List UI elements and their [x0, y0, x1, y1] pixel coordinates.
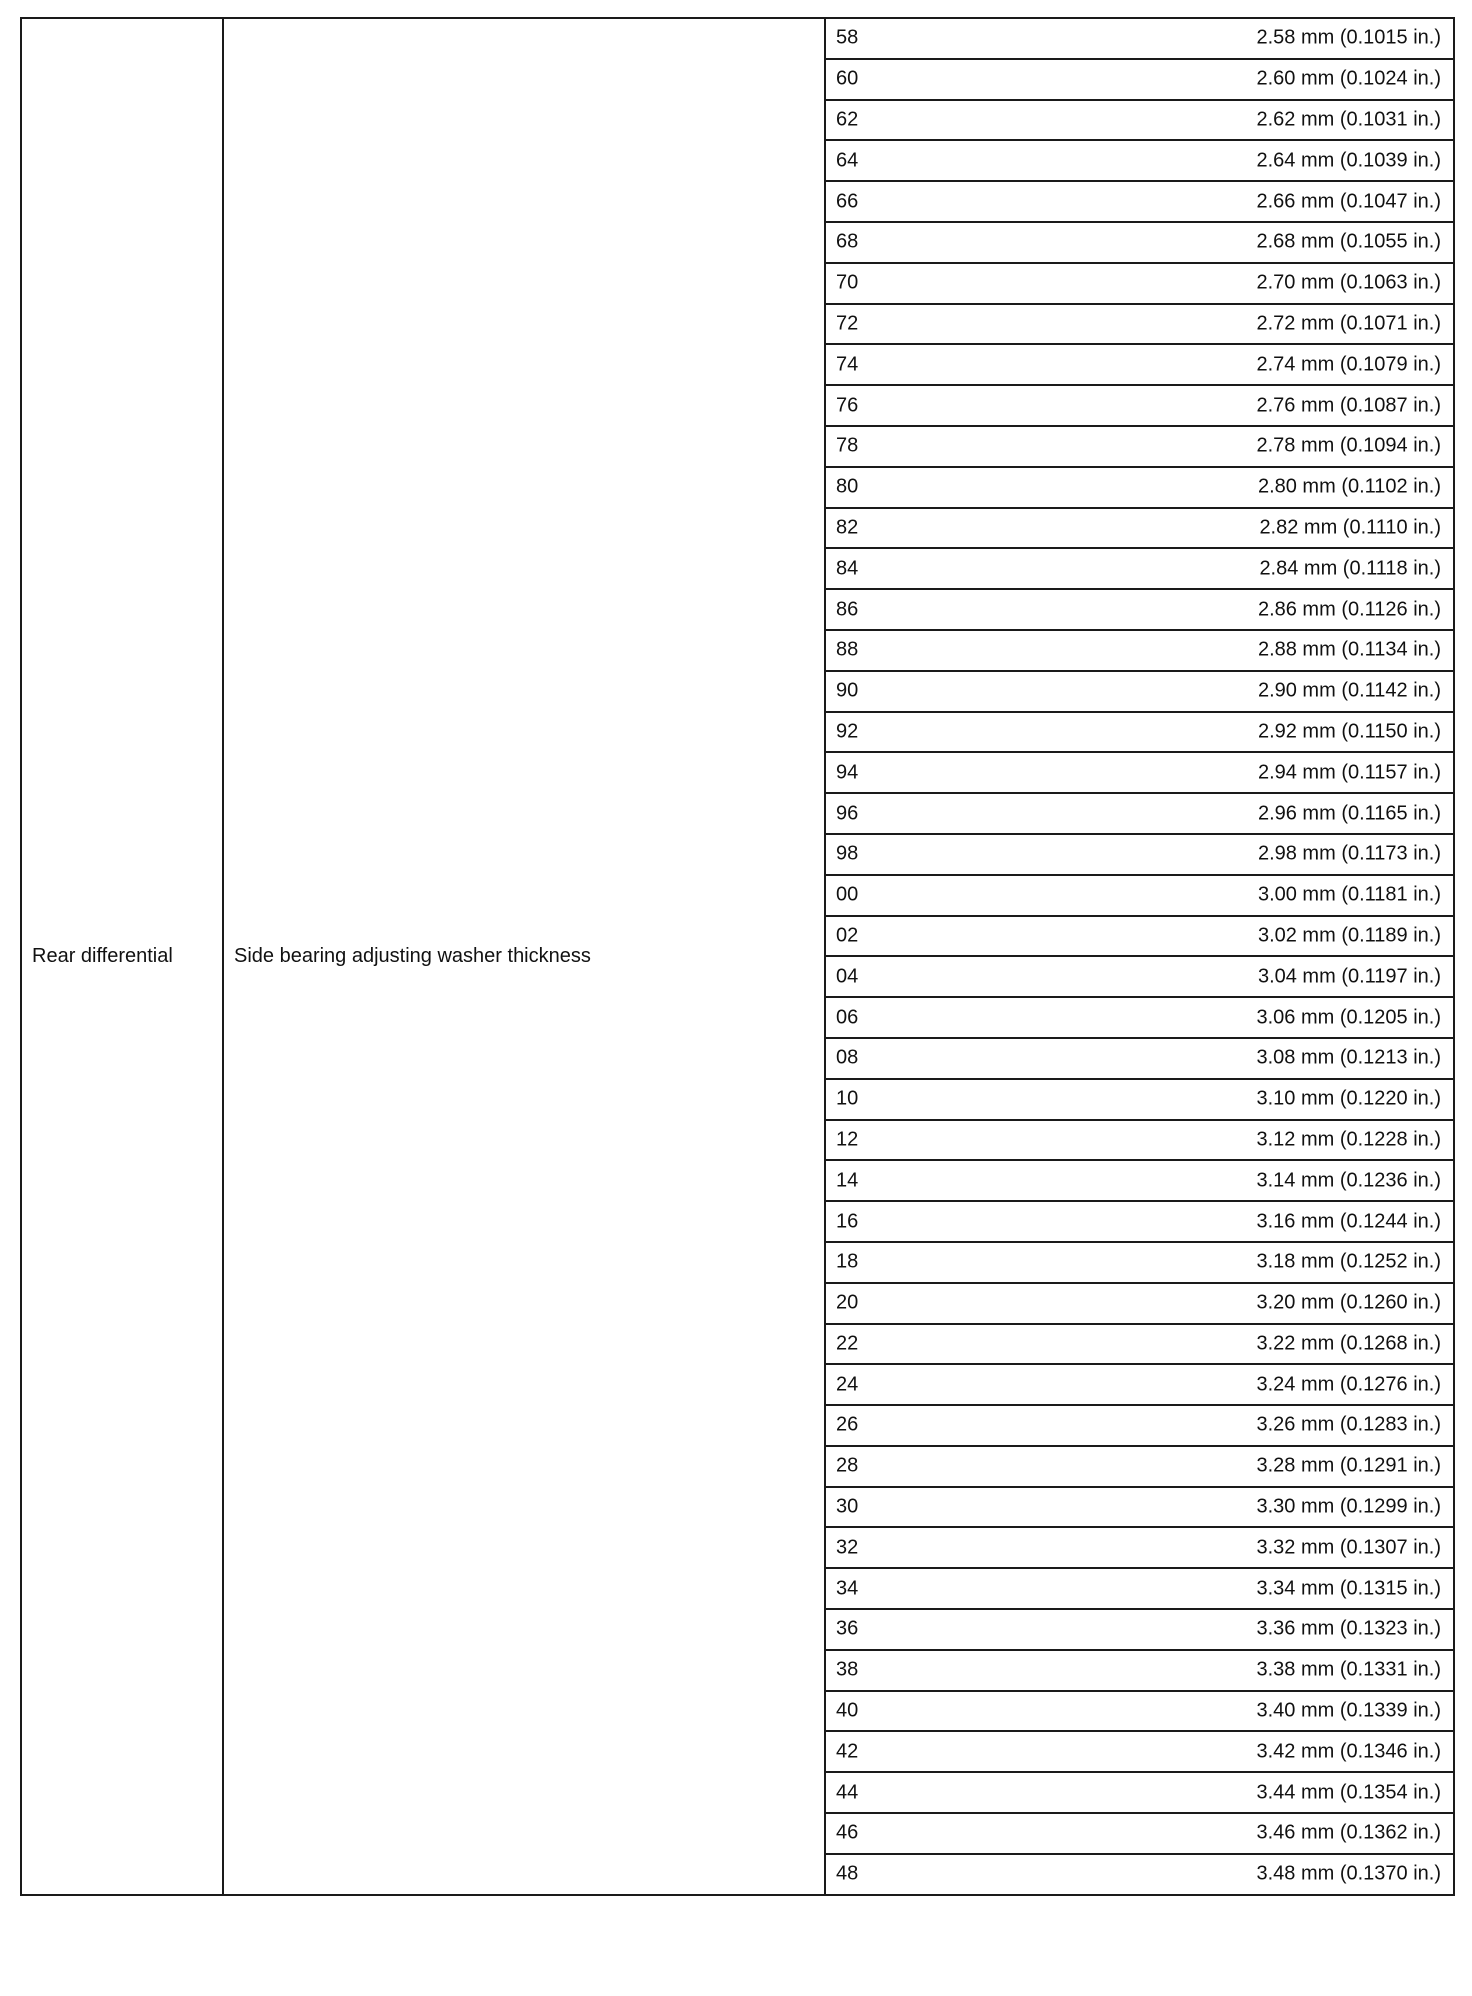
washer-thickness: 2.92 mm (0.1150 in.): [1257, 720, 1441, 743]
value-cell: [825, 793, 1454, 834]
value-cell: [825, 1650, 1454, 1691]
washer-mark: 20: [836, 1291, 859, 1314]
washer-mark: 64: [836, 149, 859, 172]
washer-thickness: 3.46 mm (0.1362 in.): [1256, 1821, 1441, 1844]
washer-mark: 06: [836, 1006, 859, 1029]
washer-thickness: 3.20 mm (0.1260 in.): [1256, 1291, 1441, 1314]
item-cell: Rear differential: [21, 18, 223, 1895]
washer-mark: 92: [836, 720, 859, 743]
value-cell: [825, 18, 1454, 59]
washer-mark: 88: [836, 638, 859, 661]
washer-thickness: 3.34 mm (0.1315 in.): [1256, 1577, 1441, 1600]
washer-mark: 10: [836, 1087, 859, 1110]
washer-mark: 68: [836, 230, 859, 253]
washer-thickness: 2.62 mm (0.1031 in.): [1256, 108, 1441, 131]
washer-mark: 78: [836, 434, 859, 457]
value-cell: [825, 263, 1454, 304]
value-cell: [825, 1242, 1454, 1283]
value-cell: [825, 1120, 1454, 1161]
value-cell: [825, 385, 1454, 426]
washer-mark: 02: [836, 924, 859, 947]
washer-thickness: 2.88 mm (0.1134 in.): [1257, 638, 1441, 661]
washer-mark: 00: [836, 883, 859, 906]
value-cell: [825, 671, 1454, 712]
value-cell: [825, 1405, 1454, 1446]
washer-mark: 60: [836, 67, 859, 90]
value-cell: [825, 304, 1454, 345]
value-cell: [825, 1854, 1454, 1895]
washer-mark: 94: [836, 761, 859, 784]
value-cell: [825, 344, 1454, 385]
washer-mark: 32: [836, 1536, 859, 1559]
washer-mark: 46: [836, 1821, 859, 1844]
value-cell: [825, 589, 1454, 630]
washer-mark: 34: [836, 1577, 859, 1600]
washer-thickness: 3.48 mm (0.1370 in.): [1256, 1862, 1441, 1885]
washer-mark: 76: [836, 394, 859, 417]
washer-thickness: 3.26 mm (0.1283 in.): [1256, 1413, 1441, 1436]
washer-thickness: 3.14 mm (0.1236 in.): [1256, 1169, 1441, 1192]
washer-thickness: 2.80 mm (0.1102 in.): [1257, 475, 1441, 498]
spec-table-body: [21, 18, 1454, 1895]
washer-thickness: 3.02 mm (0.1189 in.): [1257, 924, 1441, 947]
washer-thickness: 2.90 mm (0.1142 in.): [1257, 679, 1441, 702]
value-cell: [825, 508, 1454, 549]
value-cell: [825, 426, 1454, 467]
washer-mark: 80: [836, 475, 859, 498]
washer-mark: 84: [836, 557, 859, 580]
washer-mark: 40: [836, 1699, 859, 1722]
spec-table: [20, 17, 1455, 1896]
value-cell: [825, 1691, 1454, 1732]
value-cell: [825, 834, 1454, 875]
value-cell: [825, 997, 1454, 1038]
washer-thickness: 3.06 mm (0.1205 in.): [1256, 1006, 1441, 1029]
value-cell: [825, 100, 1454, 141]
washer-thickness: 2.96 mm (0.1165 in.): [1257, 802, 1441, 825]
washer-mark: 48: [836, 1862, 859, 1885]
washer-thickness: 2.76 mm (0.1087 in.): [1256, 394, 1441, 417]
washer-thickness: 2.82 mm (0.1110 in.): [1259, 516, 1441, 539]
washer-mark: 62: [836, 108, 859, 131]
value-cell: [825, 1813, 1454, 1854]
value-cell: [825, 1487, 1454, 1528]
washer-thickness: 2.68 mm (0.1055 in.): [1256, 230, 1441, 253]
washer-thickness: 3.36 mm (0.1323 in.): [1256, 1617, 1441, 1640]
value-cell: [825, 1364, 1454, 1405]
value-cell: [825, 140, 1454, 181]
washer-thickness: 2.94 mm (0.1157 in.): [1257, 761, 1441, 784]
value-cell: [825, 1731, 1454, 1772]
washer-thickness: 2.60 mm (0.1024 in.): [1256, 67, 1441, 90]
washer-thickness: 3.22 mm (0.1268 in.): [1256, 1332, 1441, 1355]
washer-thickness: 3.04 mm (0.1197 in.): [1257, 965, 1441, 988]
table-row: [21, 18, 1454, 59]
value-cell: [825, 712, 1454, 753]
washer-mark: 38: [836, 1658, 859, 1681]
washer-mark: 86: [836, 598, 859, 621]
washer-mark: 58: [836, 26, 859, 49]
value-cell: [825, 1324, 1454, 1365]
washer-mark: 98: [836, 842, 859, 865]
washer-thickness: 3.40 mm (0.1339 in.): [1256, 1699, 1441, 1722]
washer-thickness: 2.64 mm (0.1039 in.): [1256, 149, 1441, 172]
washer-mark: 24: [836, 1373, 859, 1396]
washer-mark: 18: [836, 1250, 859, 1273]
washer-mark: 66: [836, 190, 859, 213]
washer-thickness: 3.10 mm (0.1220 in.): [1256, 1087, 1441, 1110]
value-cell: [825, 467, 1454, 508]
value-cell: [825, 1568, 1454, 1609]
value-cell: [825, 222, 1454, 263]
washer-thickness: 2.84 mm (0.1118 in.): [1259, 557, 1441, 580]
washer-mark: 72: [836, 312, 859, 335]
washer-thickness: 3.44 mm (0.1354 in.): [1256, 1781, 1441, 1804]
washer-thickness: 3.32 mm (0.1307 in.): [1256, 1536, 1441, 1559]
washer-thickness: 2.72 mm (0.1071 in.): [1256, 312, 1441, 335]
washer-thickness: 3.24 mm (0.1276 in.): [1256, 1373, 1441, 1396]
value-cell: [825, 630, 1454, 671]
washer-mark: 70: [836, 271, 859, 294]
washer-mark: 90: [836, 679, 859, 702]
value-cell: [825, 1609, 1454, 1650]
value-cell: [825, 1527, 1454, 1568]
washer-thickness: 2.78 mm (0.1094 in.): [1256, 434, 1441, 457]
washer-mark: 44: [836, 1781, 859, 1804]
washer-mark: 30: [836, 1495, 859, 1518]
washer-mark: 36: [836, 1617, 859, 1640]
washer-mark: 82: [836, 516, 859, 539]
washer-thickness: 2.74 mm (0.1079 in.): [1256, 353, 1441, 376]
washer-mark: 12: [836, 1128, 859, 1151]
washer-thickness: 2.86 mm (0.1126 in.): [1257, 598, 1441, 621]
washer-mark: 42: [836, 1740, 859, 1763]
washer-thickness: 3.30 mm (0.1299 in.): [1256, 1495, 1441, 1518]
washer-thickness: 3.00 mm (0.1181 in.): [1257, 883, 1441, 906]
washer-thickness: 3.16 mm (0.1244 in.): [1256, 1210, 1441, 1232]
washer-thickness: 3.18 mm (0.1252 in.): [1256, 1250, 1441, 1273]
value-cell: [825, 181, 1454, 222]
washer-mark: 22: [836, 1332, 859, 1355]
washer-mark: 14: [836, 1169, 859, 1192]
washer-thickness: 3.12 mm (0.1228 in.): [1256, 1128, 1441, 1151]
washer-mark: 26: [836, 1413, 859, 1436]
washer-mark: 96: [836, 802, 859, 825]
washer-thickness: 2.58 mm (0.1015 in.): [1256, 26, 1441, 49]
value-cell: [825, 1283, 1454, 1324]
washer-thickness: 3.08 mm (0.1213 in.): [1256, 1046, 1441, 1069]
washer-mark: 08: [836, 1046, 859, 1069]
value-cell: [825, 916, 1454, 957]
value-cell: [825, 956, 1454, 997]
washer-thickness: 2.66 mm (0.1047 in.): [1256, 190, 1441, 213]
description-cell: Side bearing adjusting washer thickness: [223, 18, 825, 1895]
washer-mark: 16: [836, 1210, 859, 1232]
washer-thickness: 2.70 mm (0.1063 in.): [1256, 271, 1441, 294]
washer-thickness: 3.38 mm (0.1331 in.): [1256, 1658, 1441, 1681]
value-cell: [825, 1038, 1454, 1079]
value-cell: [825, 1079, 1454, 1120]
value-cell: [825, 875, 1454, 916]
value-cell: [825, 1160, 1454, 1201]
value-cell: [825, 752, 1454, 793]
washer-mark: 74: [836, 353, 859, 376]
washer-mark: 28: [836, 1454, 859, 1477]
value-cell: [825, 59, 1454, 100]
value-cell: [825, 1201, 1454, 1242]
value-cell: [825, 548, 1454, 589]
washer-thickness: 2.98 mm (0.1173 in.): [1257, 842, 1441, 865]
washer-mark: 04: [836, 965, 859, 988]
washer-thickness: 3.28 mm (0.1291 in.): [1256, 1454, 1441, 1477]
value-cell: [825, 1446, 1454, 1487]
value-cell: [825, 1772, 1454, 1813]
washer-thickness: 3.42 mm (0.1346 in.): [1256, 1740, 1441, 1763]
